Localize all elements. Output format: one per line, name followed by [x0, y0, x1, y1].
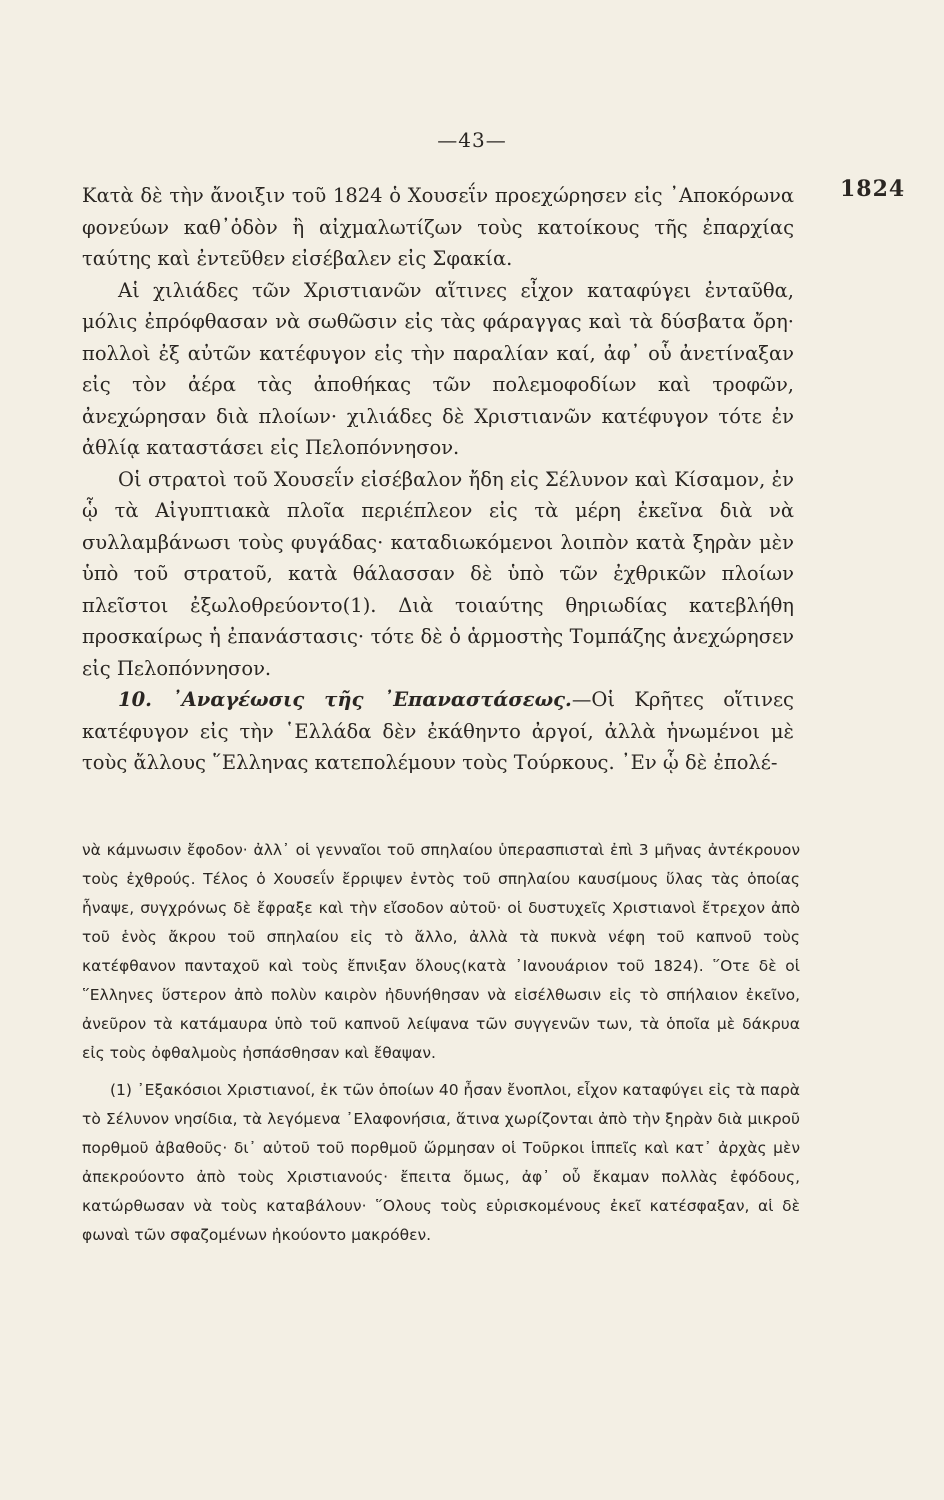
main-text	[82, 180, 794, 779]
margin-year: 1824	[840, 176, 906, 202]
footnote-1: (1) ᾿Εξακόσιοι Χριστιανοί, ἐκ τῶν ὁποίων 40 ἦσαν ἔνοπλοι, εἶχον καταφύγει εἰς τὰ παρὰ τὸ Σέλυνον νησίδια, τὰ λεγόμενα ᾿Ελαφονήσια, ἅτινα χωρίζονται ἀπὸ τὴν ξηρὰν διὰ μικροῦ πορθμοῦ ἀβαθοῦς· δι᾿ αὐτοῦ τοῦ πορθμοῦ ὥρμησαν οἱ Τοῦρκοι ἱππεῖς καὶ κατ᾿ ἀρχὰς μὲν ἀπεκρούοντο ἀπὸ τοὺς Χριστιανούς· ἔπειτα ὅμως, ἀφ᾿ οὗ ἔκαμαν πολλὰς ἐφόδους, κατώρθωσαν νὰ τοὺς καταβάλουν· ῞Ολους τοὺς εὑρισκομένους ἐκεῖ κατέσφαξαν, αἱ δὲ φωναὶ τῶν σφαζομένων ἠκούοντο μακρόθεν.	[82, 1081, 800, 1244]
page-number: —43—	[437, 128, 507, 152]
section-heading: 10. ᾿Αναγέωσις τῆς ᾿Επαναστάσεως.	[118, 688, 572, 711]
footnote-continuation: νὰ κάμνωσιν ἔφοδον· ἀλλ᾿ οἱ γενναῖοι τοῦ σπηλαίου ὑπερασπισταὶ ἐπὶ 3 μῆνας ἀντέκρουον τοὺς ἐχθρούς. Τέλος ὁ Χουσεΐν ἔρριψεν ἐντὸς τοῦ σπηλαίου καυσίμους ὕλας τὰς ὁποίας ἧναψε, συγχρόνως δὲ ἔφραξε καὶ τὴν εἴσοδον αὐτοῦ· οἱ δυστυχεῖς Χριστιανοὶ ἔτρεχον ἀπὸ τοῦ ἑνὸς ἄκρου τοῦ σπηλαίου εἰς τὸ ἄλλο, ἀλλὰ τὰ πυκνὰ νέφη τοῦ καπνοῦ τοὺς κατέφθανον πανταχοῦ καὶ τοὺς ἔπνιξαν ὅλους(κατὰ ᾿Ιανουάριον τοῦ 1824). ῞Οτε δὲ οἱ ῞Ελληνες ὕστερον ἀπὸ πολὺν καιρὸν ἠδυνήθησαν νὰ εἰσέλθωσιν εἰς τὸ σπήλαιον ἐκεῖνο, ἀνεῦρον τὰ κατάμαυρα ὑπὸ τοῦ καπνοῦ λείψανα τῶν συγγενῶν των, τὰ ὁποῖα μὲ δάκρυα εἰς τοὺς ὀφθαλμοὺς ἠσπάσθησαν καὶ ἔθαψαν.	[82, 841, 800, 1062]
paragraph-4	[82, 684, 794, 779]
section-text: —Οἱ Κρῆτες οἵτινες κατέφυγον εἰς τὴν ῾Ελλάδα δὲν ἐκάθηντο ἀργοί, ἀλλὰ ἡνωμένοι μὲ τοὺς ἄλλους ῞Ελληνας κατεπολέμουν τοὺς Τούρκους. ᾿Εν ᾧ δὲ ἐπολέ-	[82, 688, 794, 774]
paragraph-2: Αἱ χιλιάδες τῶν Χριστιανῶν αἵτινες εἶχον καταφύγει ἐνταῦθα, μόλις ἐπρόφθασαν νὰ σωθῶσιν εἰς τὰς φάραγγας καὶ τὰ δύσβατα ὄρη· πολλοὶ ἐξ αὐτῶν κατέφυγον εἰς τὴν παραλίαν καί, ἀφ᾿ οὗ ἀνετίναξαν εἰς τὸν ἀέρα τὰς ἀποθήκας τῶν πολεμοφοδίων καὶ τροφῶν, ἀνεχώρησαν διὰ πλοίων· χιλιάδες δὲ Χριστιανῶν κατέφυγον τότε ἐν ἀθλίᾳ καταστάσει εἰς Πελοπόννησον.	[82, 278, 794, 459]
paragraph-3: Οἱ στρατοὶ τοῦ Χουσεΐν εἰσέβαλον ἤδη εἰς Σέλυνον καὶ Κίσαμον, ἐν ᾧ τὰ Αἰγυπτιακὰ πλοῖα περιέπλεον εἰς τὰ μέρη ἐκεῖνα διὰ νὰ συλλαμβάνωσι τοὺς φυγάδας· καταδιωκόμενοι λοιπὸν κατὰ ξηρὰν μὲν ὑπὸ τοῦ στρατοῦ, κατὰ θάλασσαν δὲ ὑπὸ τῶν ἐχθρικῶν πλοίων πλεῖστοι ἐξωλοθρεύοντο(1). Διὰ τοιαύτης θηριωδίας κατεβλήθη προσκαίρως ἡ ἐπανάστασις· τότε δὲ ὁ ἁρμοστὴς Τομπάζης ἀνεχώρησεν εἰς Πελοπόννησον.	[82, 467, 794, 680]
footnotes	[82, 836, 800, 1250]
paragraph-1: Κατὰ δὲ τὴν ἄνοιξιν τοῦ 1824 ὁ Χουσεΐν προεχώρησεν εἰς ᾿Αποκόρωνα φονεύων καθ᾿ὁδὸν ἢ αἰχμαλωτίζων τοὺς κατοίκους τῆς ἐπαρχίας ταύτης καὶ ἐντεῦθεν εἰσέβαλεν εἰς Σφακία.	[82, 184, 794, 270]
